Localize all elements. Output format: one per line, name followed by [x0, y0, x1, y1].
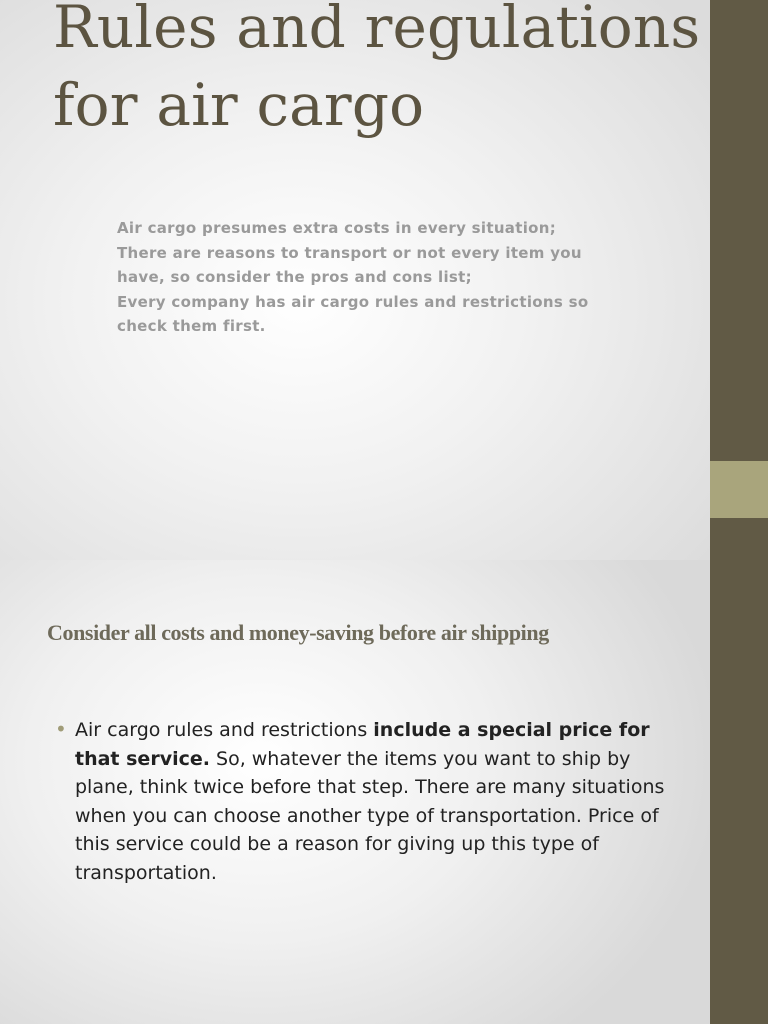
intro-points-list — [117, 216, 617, 339]
sidebar-accent-block — [710, 461, 768, 518]
body-text-bold: include a special price for that service. — [75, 719, 650, 770]
bullet-icon: • — [55, 717, 67, 741]
body-text-rest: So, whatever the items you want to ship by plane, think twice before that step. There are many situations when you can choose another type of transportation. Price of this service could be a reason for giving up this type of transportation. — [75, 747, 665, 884]
intro-point: Every company has air cargo rules and restrictions so check them first. — [117, 293, 589, 335]
body-bullet-item — [55, 716, 675, 887]
body-text-lead: Air cargo rules and restrictions — [75, 719, 374, 741]
intro-point: There are reasons to transport or not every item you have, so consider the pros and cons list; — [117, 244, 582, 286]
slide-title: Rules and regulations for air cargo — [53, 0, 701, 139]
body-bullet-list — [55, 716, 675, 887]
section-heading: Consider all costs and money-saving before air shipping — [47, 620, 549, 645]
intro-point: Air cargo presumes extra costs in every situation; — [117, 219, 557, 237]
